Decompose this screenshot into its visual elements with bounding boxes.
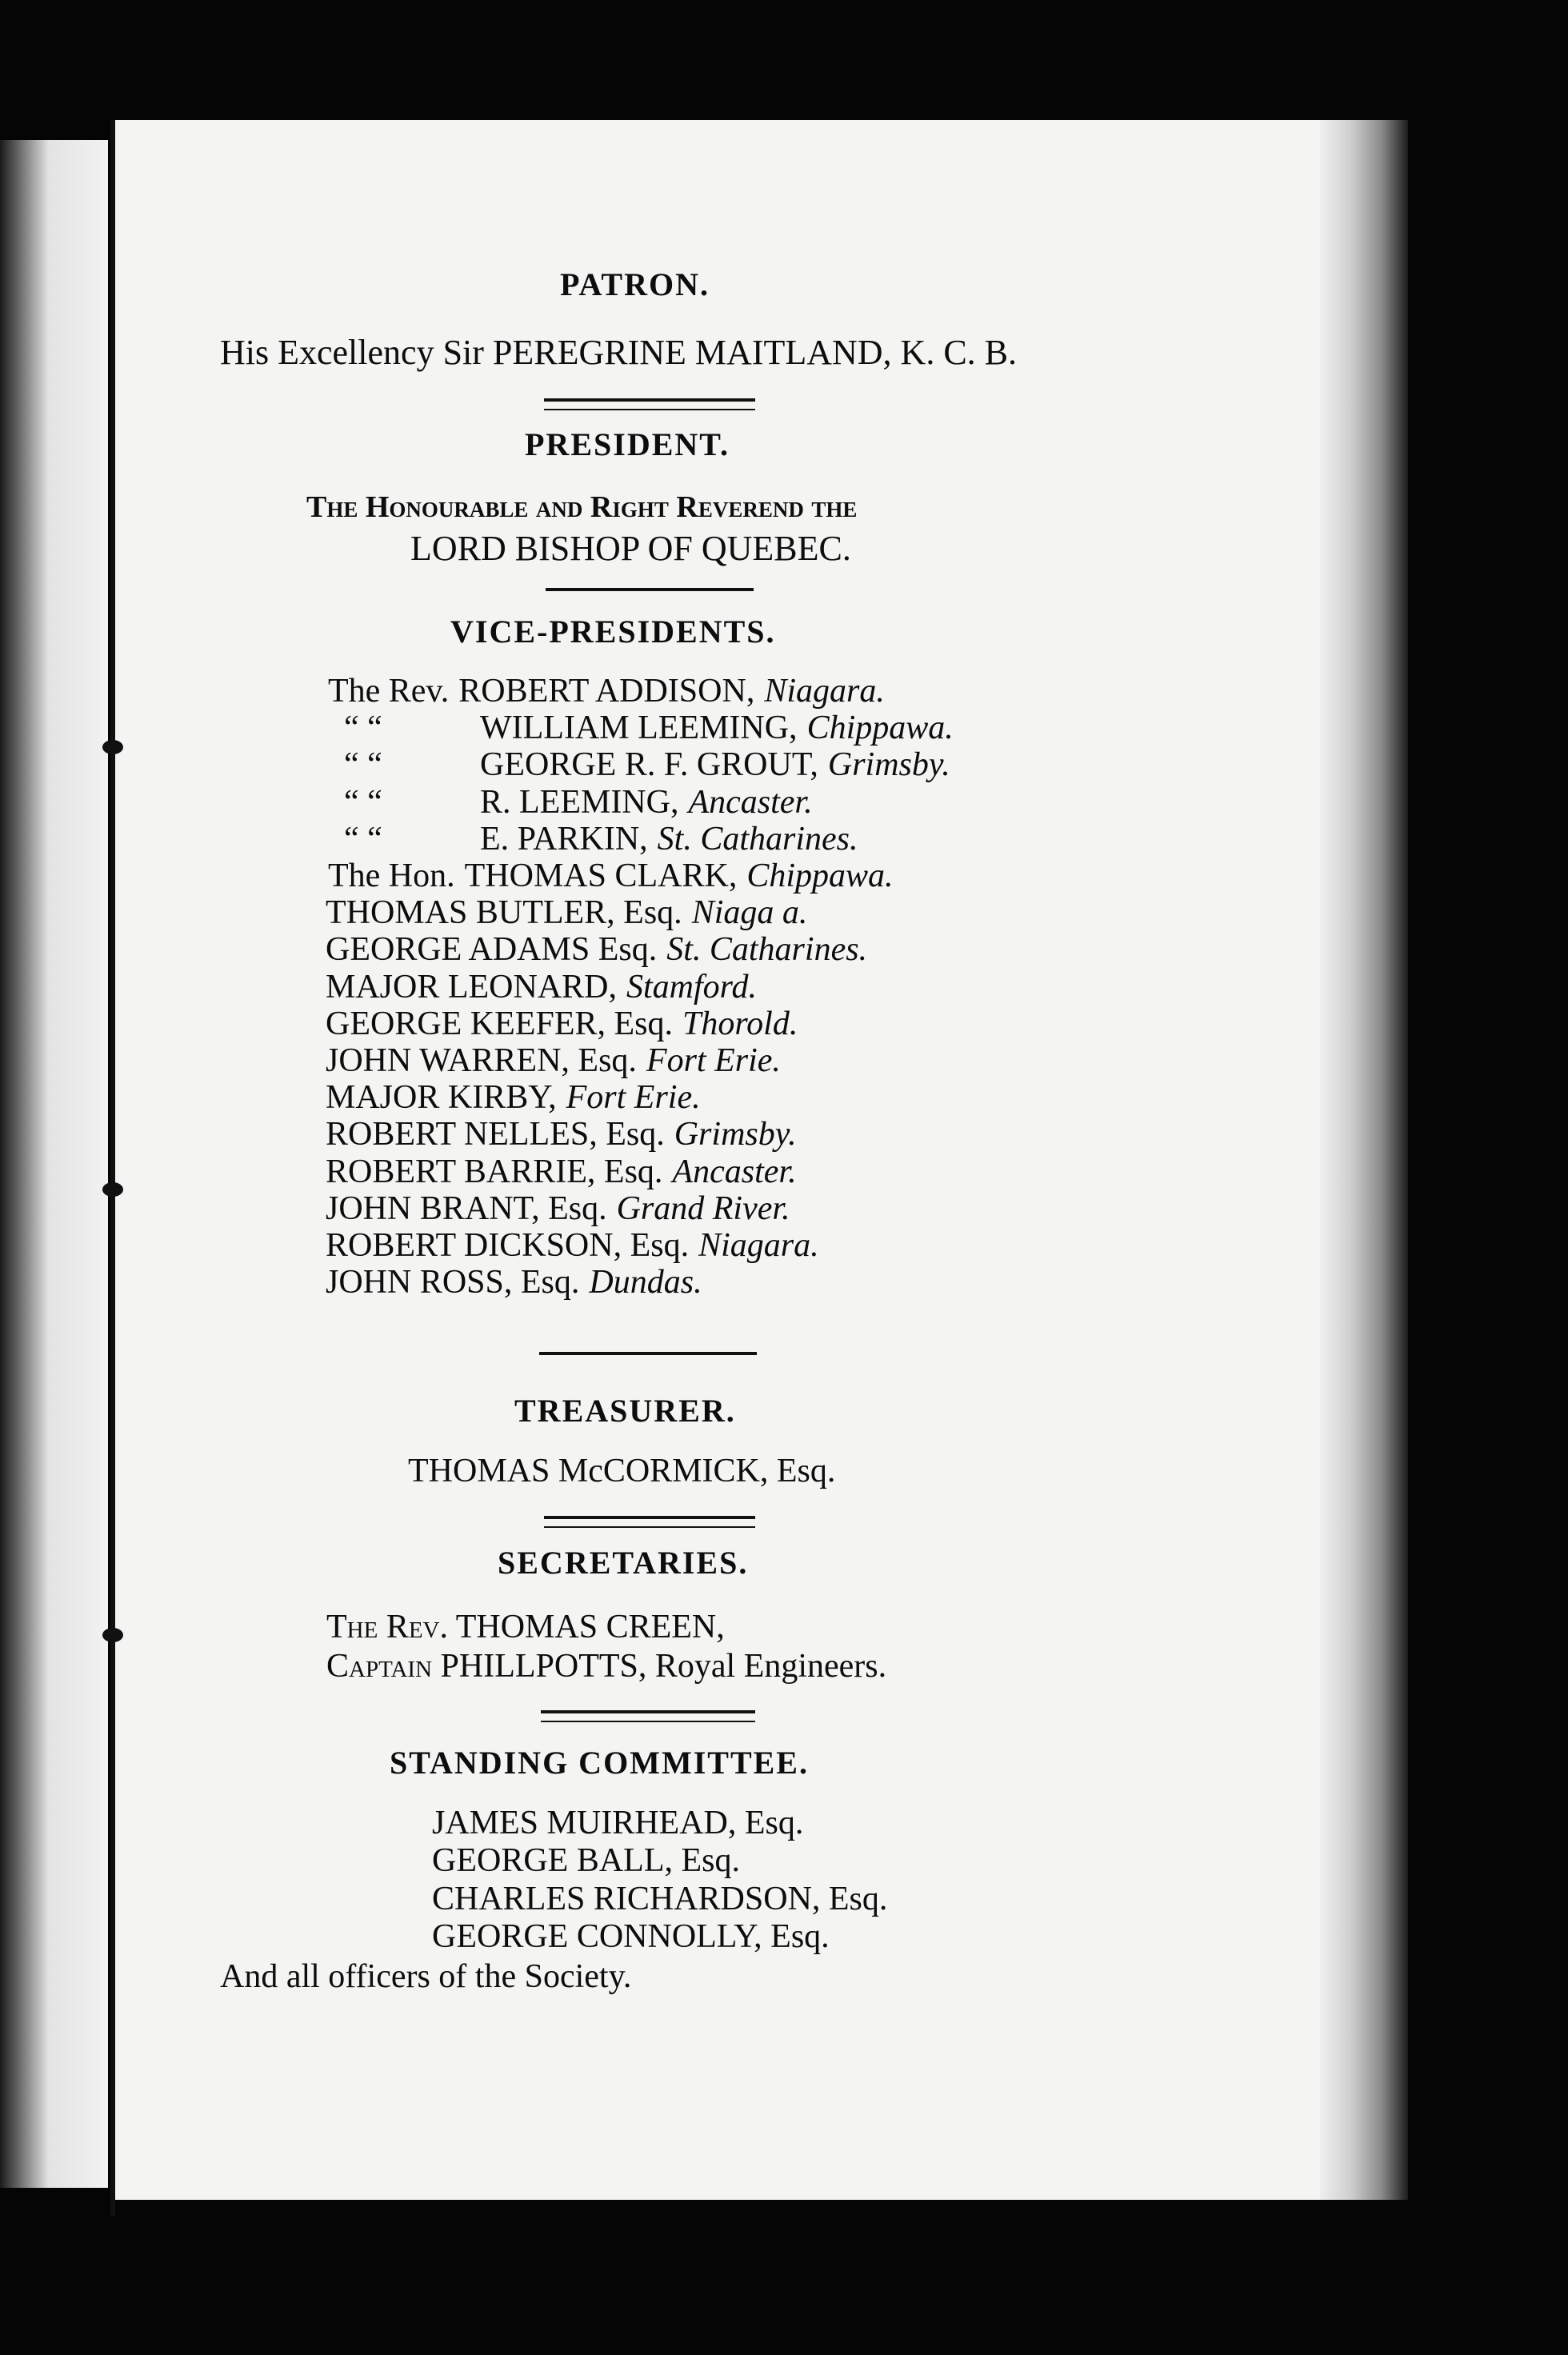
vice-president-place: Dundas.	[589, 1264, 702, 1301]
vice-president-entry	[328, 820, 858, 858]
vice-president-entry	[326, 1115, 797, 1154]
vice-president-entry	[326, 1153, 797, 1191]
vice-president-place: Niagara.	[698, 1227, 819, 1264]
vice-president-name: THOMAS BUTLER, Esq.	[326, 894, 682, 932]
vice-presidents-heading: VICE-PRESIDENTS.	[450, 614, 776, 650]
president-title-line: The Honourable and Right Reverend the	[306, 490, 858, 524]
vice-president-place: Grimsby.	[674, 1116, 797, 1154]
vice-president-place: Ancaster.	[672, 1153, 797, 1190]
vice-president-place: Niagara.	[764, 673, 885, 710]
vice-president-place: Fort Erie.	[646, 1042, 781, 1079]
treasurer-heading: TREASURER.	[514, 1393, 736, 1429]
treasurer-name: THOMAS McCORMICK, Esq.	[408, 1453, 836, 1489]
section-rule	[539, 1352, 757, 1355]
vice-president-place: St. Catharines.	[657, 820, 858, 858]
vice-president-place: St. Catharines.	[666, 931, 868, 969]
vice-president-prefix: “ “	[344, 710, 382, 747]
section-rule	[541, 1710, 755, 1722]
president-name: LORD BISHOP OF QUEBEC.	[410, 529, 851, 568]
vice-president-name: MAJOR LEONARD,	[326, 968, 618, 1006]
vice-president-place: Ancaster.	[688, 783, 813, 821]
vice-president-place: Niaga a.	[691, 894, 808, 932]
committee-member: CHARLES RICHARDSON, Esq.	[432, 1881, 888, 1917]
vice-president-place: Chippawa.	[806, 710, 954, 747]
vice-president-entry	[326, 894, 807, 932]
vice-president-prefix: The Rev.	[328, 673, 450, 710]
section-rule	[546, 588, 754, 591]
vice-president-entry	[328, 709, 954, 747]
committee-footer: And all officers of the Society.	[220, 1958, 632, 1995]
vice-president-entry	[326, 1078, 701, 1117]
vice-president-entry	[328, 857, 894, 895]
vice-president-prefix: “ “	[344, 746, 382, 784]
vice-president-entry	[328, 672, 885, 710]
vice-president-name: ROBERT DICKSON, Esq.	[326, 1227, 690, 1264]
vice-president-entry	[326, 1189, 790, 1228]
vice-president-entry	[326, 1005, 798, 1043]
vice-president-name: THOMAS CLARK,	[464, 858, 738, 894]
vice-president-entry	[326, 1042, 781, 1080]
vice-president-prefix: “ “	[344, 783, 382, 821]
vice-president-name: ROBERT NELLES, Esq.	[326, 1116, 665, 1154]
patron-name: His Excellency Sir PEREGRINE MAITLAND, K. C. B.	[220, 333, 1018, 372]
vice-president-entry	[328, 746, 950, 784]
vice-president-place: Thorold.	[682, 1005, 798, 1042]
vice-president-name: JOHN WARREN, Esq.	[326, 1042, 637, 1079]
vice-president-name: GEORGE KEEFER, Esq.	[326, 1005, 673, 1042]
secretary-2-prefix: Captain	[326, 1648, 433, 1685]
president-heading: PRESIDENT.	[525, 426, 730, 462]
vice-president-name: JOHN BRANT, Esq.	[326, 1189, 607, 1227]
vice-president-name: GEORGE ADAMS Esq.	[326, 931, 658, 969]
vice-president-entry	[326, 930, 867, 969]
committee-member: JAMES MUIRHEAD, Esq.	[432, 1805, 804, 1841]
vice-president-prefix: “ “	[344, 820, 382, 858]
vice-president-place: Grimsby.	[827, 746, 950, 784]
vice-president-place: Stamford.	[626, 968, 757, 1006]
secretary-1-prefix: The Rev.	[326, 1609, 448, 1645]
vice-president-name: JOHN ROSS, Esq.	[326, 1264, 580, 1301]
vice-president-place: Grand River.	[616, 1189, 790, 1227]
vice-president-entry	[328, 783, 813, 822]
vice-president-prefix: The Hon.	[328, 858, 455, 894]
committee-member: GEORGE BALL, Esq.	[432, 1842, 740, 1879]
vice-president-place: Fort Erie.	[566, 1079, 701, 1117]
secretary-2-name: PHILLPOTTS, Royal Engineers.	[440, 1648, 887, 1685]
vice-president-place: Chippawa.	[746, 858, 894, 894]
vice-president-name: MAJOR KIRBY,	[326, 1079, 557, 1117]
section-rule	[544, 398, 755, 410]
secretary-1	[326, 1608, 725, 1646]
vice-president-entry	[326, 1263, 702, 1301]
vice-president-name: R. LEEMING,	[480, 783, 679, 821]
vice-president-entry	[326, 968, 757, 1006]
committee-member: GEORGE CONNOLLY, Esq.	[432, 1918, 830, 1955]
vice-president-entry	[326, 1226, 819, 1265]
secretaries-heading: SECRETARIES.	[498, 1545, 749, 1581]
vice-president-name: ROBERT BARRIE, Esq.	[326, 1153, 663, 1190]
vice-president-name: E. PARKIN,	[480, 820, 648, 858]
vice-president-name: ROBERT ADDISON,	[458, 673, 755, 710]
secretary-1-name: THOMAS CREEN,	[455, 1609, 725, 1645]
vice-president-name: WILLIAM LEEMING,	[480, 710, 798, 747]
secretary-2	[326, 1647, 886, 1685]
standing-committee-heading: STANDING COMMITTEE.	[390, 1745, 809, 1781]
section-rule	[544, 1516, 755, 1528]
vice-president-name: GEORGE R. F. GROUT,	[480, 746, 818, 784]
patron-heading: PATRON.	[560, 266, 710, 302]
